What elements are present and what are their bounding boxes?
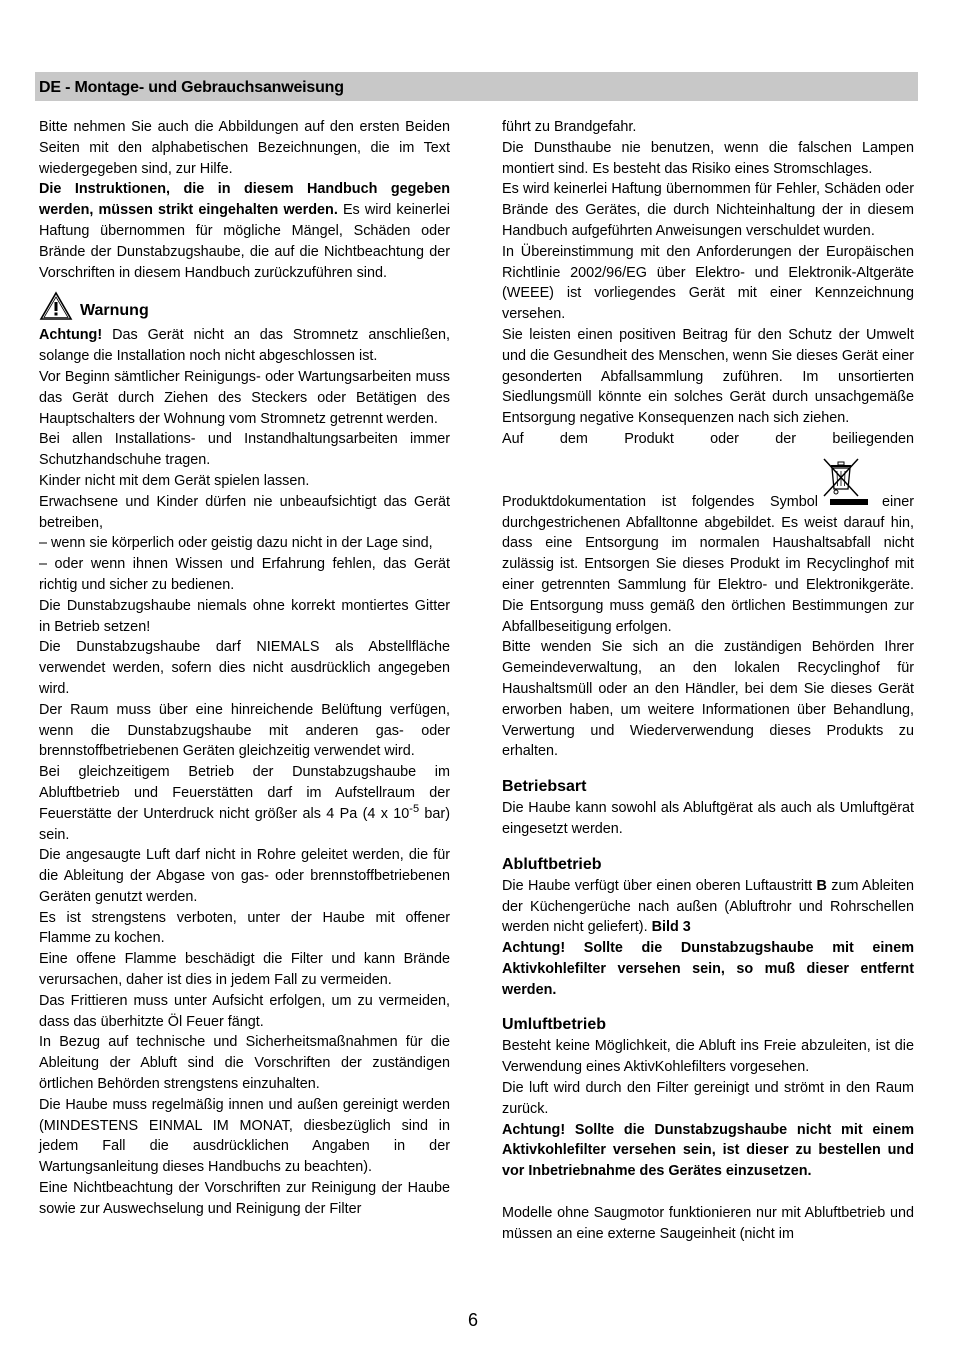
abluft-warning: Achtung! Sollte die Dunstabzugshaube mit einem Aktivkohlefilter versehen sein, so muß dieser entfernt werden. xyxy=(502,940,914,998)
warning-triangle-icon xyxy=(39,291,73,321)
paragraph: Die luft wird durch den Filter gereinigt und strömt in den Raum zurück. xyxy=(502,1080,914,1117)
umluft-warning: Achtung! Sollte die Dunstabzugshaube nicht mit einem Aktivkohlefilter versehen sein, ist dieser zu bestellen und vor Inbetriebnahme des Gerätes einzusetzen. xyxy=(502,1121,914,1180)
left-column xyxy=(39,117,450,1220)
pressure-paragraph xyxy=(39,762,450,845)
pressure-text: Bei gleichzeitigem Betrieb der Dunstabzugshaube im Abluftbetrieb und Feuerstätten darf im Aufstellraum der Feuerstätte der Unterdruck nicht größer als 4 Pa (4 x 10 xyxy=(39,764,450,822)
achtung-label: Achtung! xyxy=(39,327,103,344)
figure-reference: Bild 3 xyxy=(651,919,691,936)
symbol-intro: Auf dem Produkt oder der beiliegenden xyxy=(502,430,914,447)
section-title: DE - Montage- und Gebrauchsanweisung xyxy=(39,79,344,96)
paragraph: Eine offene Flamme beschädigt die Filter und kann Brände verursachen, daher ist dies in jedem Fall zu vermeiden. xyxy=(39,951,450,989)
exponent: -5 xyxy=(409,802,420,815)
paragraph: Es wird keinerlei Haftung übernommen für Fehler, Schäden oder Brände des Gerätes, die durch Nichteinhaltung der in diesem Handbuch aufgeführten Anweisungen verschuldet wurden. xyxy=(502,181,914,239)
section-header-bar xyxy=(35,72,918,101)
umluftbetrieb-heading: Umluftbetrieb xyxy=(502,1016,606,1034)
warning-heading xyxy=(39,291,450,325)
paragraph: Eine Nichtbeachtung der Vorschriften zur Reinigung der Haube sowie zur Auswechselung und Reinigung der Filter xyxy=(39,1180,450,1217)
intro-instructions-paragraph xyxy=(39,179,450,283)
paragraph: Die Haube muss regelmäßig innen und außen gereinigt werden (MINDESTENS EINMAL IM MONAT, diesbezüglich sind in jedem Fall die ausdrücklichen Angaben in der Wartungsanleitung dieses Handbuchs zu beachten). xyxy=(39,1096,450,1176)
symbol-text-rest: einer durchgestrichenen Abfalltonne abgebildet. Es weist darauf hin, dass eine Entsorgung im normalen Haushaltsabfall nicht zulässig ist. Entsorgen Sie dieses Produkt im Recyclinghof mit einer getrennten Sammlung für Elektro- und Elektronikgeräte. Die Entsorgung muss gemäß den örtlichen Bestimmungen zur Abfallbeseitigung erfolgen. xyxy=(502,493,914,635)
betriebsart-heading: Betriebsart xyxy=(502,778,587,796)
paragraph: Die Dunstabzugshaube niemals ohne korrekt montiertes Gitter in Betrieb setzen! xyxy=(39,597,450,635)
paragraph: Besteht keine Möglichkeit, die Abluft ins Freie abzuleiten, ist die Verwendung eines AktivKohlefilters vorgesehen. xyxy=(502,1038,914,1076)
paragraph: Die Haube kann sowohl als Abluftgërat als auch als Umluftgërat eingesetzt werden. xyxy=(502,800,914,837)
symbol-bar-icon xyxy=(830,499,868,505)
instructions-bold: Die Instruktionen, die in diesem Handbuch gegeben werden, müssen strikt eingehalten werden. xyxy=(39,181,450,219)
warning-title: Warnung xyxy=(80,302,149,320)
paragraph: Kinder nicht mit dem Gerät spielen lassen. xyxy=(39,472,310,489)
abluft-paragraph xyxy=(502,876,914,938)
paragraph: Der Raum muss über eine hinreichende Belüftung verfügen, wenn die Dunstabzugshaube mit anderen gas- oder brennstoffbetriebenen Geräten gleichzeitig verwendet wird. xyxy=(39,701,450,760)
paragraph: In Bezug auf technische und Sicherheitsmaßnahmen für die Ableitung der Abluft sind die Vorschriften der zuständigen örtlichen Behörden strengstens einzuhalten. xyxy=(39,1034,450,1093)
paragraph: Modelle ohne Saugmotor funktionieren nur mit Abluftbetrieb und müssen an eine externe Saugeinheit (nicht im xyxy=(502,1205,914,1242)
intro-paragraph: Bitte nehmen Sie auch die Abbildungen auf den ersten Beiden Seiten mit den alphabetischen Bezeichnungen, die im Text wiedergegeben sind, zur Hilfe. xyxy=(39,119,450,177)
abluft-text-2: zum Ableiten der Küchengerüche nach außen (Abluftrohr und Rohrschellen werden nicht geliefert). xyxy=(502,877,914,936)
paragraph: Sie leisten einen positiven Beitrag für den Schutz der Umwelt und die Gesundheit des Menschen, wenn Sie dieses Gerät einer gesonderten Abfallsammlung zuführen. Im unsortierten Siedlungsmüll könnte ein solches Gerät durch unsachgemäße Entsorgung negative Konsequenzen nach sich ziehen. xyxy=(502,326,914,427)
weee-symbol-row xyxy=(502,450,914,492)
paragraph: Die Dunsthaube nie benutzen, wenn die falschen Lampen montiert sind. Es besteht das Risiko eines Stromschlages. xyxy=(502,139,914,177)
right-column xyxy=(502,117,914,1245)
symbol-line xyxy=(502,492,914,638)
paragraph: Bei allen Installations- und Instandhaltungsarbeiten immer Schutzhandschuhe tragen. xyxy=(39,431,450,469)
paragraph: Es ist strengstens verboten, unter der Haube mit offener Flamme zu kochen. xyxy=(39,909,450,947)
paragraph: Die Dunstabzugshaube darf NIEMALS als Abstellfläche verwendet werden, sofern dies nicht ausdrücklich angegeben wird. xyxy=(39,639,450,697)
pressure-text-end: bar) sein. xyxy=(39,805,451,843)
label-b: B xyxy=(816,877,827,894)
paragraph: Bitte wenden Sie sich an die zuständigen Behörden Ihrer Gemeindeverwaltung, an den lokalen Recyclinghof für Haushaltsmüll oder an den Händler, bei dem Sie dieses Gerät erworben haben, um weitere Informationen über Behandlung, Verwertung und Wiederverwendung dieses Produkts zu erhalten. xyxy=(502,639,914,760)
page-number: 6 xyxy=(468,1310,479,1330)
paragraph: Das Frittieren muss unter Aufsicht erfolgen, um zu vermeiden, dass das überhitzte Öl Feuer fängt. xyxy=(39,992,450,1030)
abluft-text: Die Haube verfügt über einen oberen Luftaustritt xyxy=(502,877,817,894)
paragraph: – wenn sie körperlich oder geistig dazu nicht in der Lage sind, xyxy=(39,535,433,552)
liability-text: Es wird keinerlei Haftung übernommen für mögliche Mängel, Schäden oder Brände der Dunstabzugshaube, die auf die Nichtbeachtung der Vorschriften in diesem Handbuch zurückzuführen sind. xyxy=(39,202,450,281)
abluftbetrieb-heading: Abluftbetrieb xyxy=(502,855,602,873)
paragraph: Erwachsene und Kinder dürfen nie unbeaufsichtigt das Gerät betreiben, xyxy=(39,493,450,531)
symbol-text: Produktdokumentation ist folgendes Symbol xyxy=(502,493,818,510)
paragraph: Die angesaugte Luft darf nicht in Rohre geleitet werden, die für die Ableitung der Abgase von gas- oder brennstoffbetriebenen Geräten genutzt werden. xyxy=(39,847,450,905)
warning-text: Das Gerät nicht an das Stromnetz anschließen, solange die Installation noch nicht abgeschlossen ist. xyxy=(39,327,450,365)
weee-paragraph: In Übereinstimmung mit den Anforderungen der Europäischen Richtlinie 2002/96/EG über Elektro- und Elektronik-Altgeräte (WEEE) ist vorliegendes Gerät mit einer Kennzeichnung versehen. xyxy=(502,243,914,323)
paragraph: – oder wenn ihnen Wissen und Erfahrung fehlen, das Gerät richtig und sicher zu bedienen. xyxy=(39,556,450,593)
warning-paragraph xyxy=(39,325,450,367)
spacer xyxy=(502,1182,914,1203)
paragraph: Vor Beginn sämtlicher Reinigungs- oder Wartungsarbeiten muss das Gerät durch Ziehen des Steckers oder Betätigen des Hauptschalters der Wohnung vom Stromnetz getrennt werden. xyxy=(39,368,450,427)
paragraph: führt zu Brandgefahr. xyxy=(502,119,637,135)
